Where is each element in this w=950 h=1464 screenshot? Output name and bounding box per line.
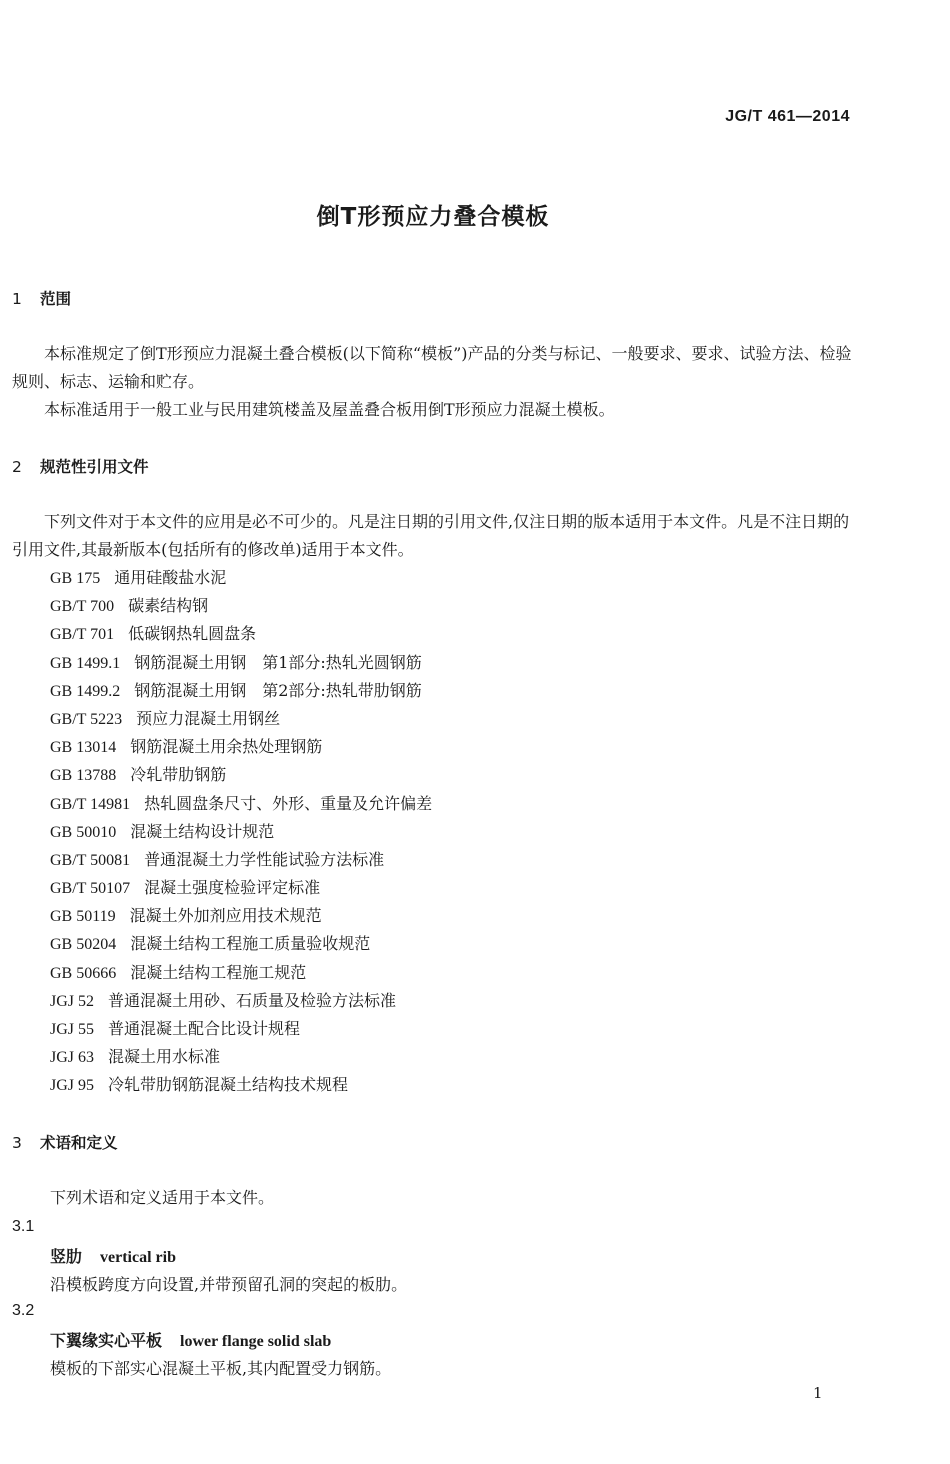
reference-item bbox=[50, 1043, 432, 1071]
page-number: 1 bbox=[813, 1384, 823, 1402]
reference-item bbox=[50, 959, 432, 987]
term-name-zh: 下翼缘实心平板 bbox=[50, 1331, 163, 1350]
term-name-zh: 竖肋 bbox=[50, 1247, 83, 1266]
reference-item bbox=[50, 846, 432, 874]
term-number: 3.2 bbox=[12, 1302, 35, 1319]
reference-item bbox=[50, 761, 432, 789]
reference-code: JGJ 63 bbox=[50, 1049, 95, 1067]
reference-code: JGJ 52 bbox=[50, 992, 95, 1010]
reference-title: 碳素结构钢 bbox=[128, 596, 209, 616]
reference-item bbox=[50, 733, 432, 761]
reference-title: 钢筋混凝土用余热处理钢筋 bbox=[130, 737, 323, 757]
reference-code: GB 50010 bbox=[50, 823, 117, 841]
reference-item bbox=[50, 564, 432, 592]
reference-code: JGJ 95 bbox=[50, 1077, 95, 1095]
reference-title: 预应力混凝土用钢丝 bbox=[136, 708, 281, 728]
reference-title: 通用硅酸盐水泥 bbox=[114, 568, 227, 587]
section-heading-terms bbox=[12, 1131, 118, 1153]
reference-item bbox=[50, 592, 432, 620]
reference-code: GB/T 50107 bbox=[50, 880, 131, 898]
reference-item bbox=[50, 705, 432, 733]
reference-item bbox=[50, 818, 432, 846]
term-name bbox=[50, 1328, 331, 1351]
term-definition: 沿模板跨度方向设置,并带预留孔洞的突起的板肋。 bbox=[50, 1275, 408, 1294]
reference-item bbox=[50, 649, 432, 677]
reference-title: 混凝土外加剂应用技术规范 bbox=[129, 906, 322, 926]
reference-code: GB 50666 bbox=[50, 964, 117, 982]
term-name-en: lower flange solid slab bbox=[180, 1333, 332, 1350]
reference-code: GB/T 50081 bbox=[50, 851, 131, 869]
term-name-en: vertical rib bbox=[100, 1249, 176, 1266]
reference-item bbox=[50, 874, 432, 902]
reference-item bbox=[50, 620, 432, 648]
reference-item bbox=[50, 902, 432, 930]
reference-item bbox=[50, 1015, 432, 1043]
reference-item bbox=[50, 790, 432, 818]
section-title: 范围 bbox=[40, 290, 72, 308]
reference-item bbox=[50, 930, 432, 958]
normative-intro: 下列文件对于本文件的应用是必不可少的。凡是注日期的引用文件,仅注日期的版本适用于本文件。凡是不注日期的引用文件,其最新版本(包括所有的修改单)适用于本文件。 bbox=[12, 512, 850, 559]
section-number: 2 bbox=[12, 458, 22, 476]
reference-title: 混凝土结构工程施工质量验收规范 bbox=[130, 934, 371, 954]
reference-code: GB/T 701 bbox=[50, 626, 115, 644]
reference-code: GB 13788 bbox=[50, 767, 117, 785]
reference-title: 低碳钢热轧圆盘条 bbox=[128, 624, 257, 644]
reference-code: GB 50204 bbox=[50, 936, 117, 954]
reference-title: 热轧圆盘条尺寸、外形、重量及允许偏差 bbox=[144, 793, 433, 813]
reference-item bbox=[50, 1071, 432, 1099]
reference-code: GB 175 bbox=[50, 570, 101, 587]
section-heading-scope bbox=[12, 287, 71, 309]
reference-code: GB 1499.1 bbox=[50, 654, 121, 672]
section-title: 规范性引用文件 bbox=[40, 458, 149, 476]
reference-code: GB/T 5223 bbox=[50, 710, 123, 728]
reference-title: 钢筋混凝土用钢 第1部分:热轧光圆钢筋 bbox=[134, 652, 422, 672]
reference-title: 混凝土结构工程施工规范 bbox=[130, 962, 307, 982]
reference-title: 冷轧带肋钢筋 bbox=[130, 765, 227, 785]
document-code: JG/T 461—2014 bbox=[725, 108, 850, 125]
term-name bbox=[50, 1244, 176, 1267]
section-heading-normative bbox=[12, 455, 149, 477]
reference-code: GB/T 700 bbox=[50, 598, 115, 616]
reference-item bbox=[50, 987, 432, 1015]
scope-paragraph-1: 本标准规定了倒T形预应力混凝土叠合模板(以下简称“模板”)产品的分类与标记、一般要求、要求、试验方法、检验规则、标志、运输和贮存。 bbox=[12, 344, 852, 391]
scope-paragraph-2: 本标准适用于一般工业与民用建筑楼盖及屋盖叠合板用倒T形预应力混凝土模板。 bbox=[44, 400, 615, 419]
reference-list bbox=[50, 564, 432, 1100]
term-number: 3.1 bbox=[12, 1218, 35, 1235]
terms-intro: 下列术语和定义适用于本文件。 bbox=[50, 1188, 275, 1207]
reference-title: 混凝土用水标准 bbox=[108, 1047, 221, 1067]
section-number: 1 bbox=[12, 290, 22, 308]
reference-code: JGJ 55 bbox=[50, 1021, 95, 1038]
term-definition: 模板的下部实心混凝土平板,其内配置受力钢筋。 bbox=[50, 1359, 392, 1378]
reference-title: 混凝土强度检验评定标准 bbox=[144, 878, 321, 898]
reference-code: GB 50119 bbox=[50, 908, 116, 926]
section-number: 3 bbox=[12, 1134, 22, 1152]
reference-item bbox=[50, 677, 432, 705]
reference-title: 钢筋混凝土用钢 第2部分:热轧带肋钢筋 bbox=[134, 680, 422, 700]
reference-title: 冷轧带肋钢筋混凝土结构技术规程 bbox=[108, 1075, 349, 1095]
reference-title: 普通混凝土用砂、石质量及检验方法标准 bbox=[108, 990, 397, 1010]
reference-code: GB 1499.2 bbox=[50, 682, 121, 700]
reference-title: 普通混凝土力学性能试验方法标准 bbox=[144, 849, 385, 869]
page-title: 倒T形预应力叠合模板 bbox=[316, 204, 550, 230]
section-title: 术语和定义 bbox=[40, 1134, 118, 1152]
reference-title: 混凝土结构设计规范 bbox=[130, 821, 275, 841]
reference-title: 普通混凝土配合比设计规程 bbox=[108, 1019, 301, 1038]
reference-code: GB 13014 bbox=[50, 739, 117, 757]
reference-code: GB/T 14981 bbox=[50, 795, 131, 813]
